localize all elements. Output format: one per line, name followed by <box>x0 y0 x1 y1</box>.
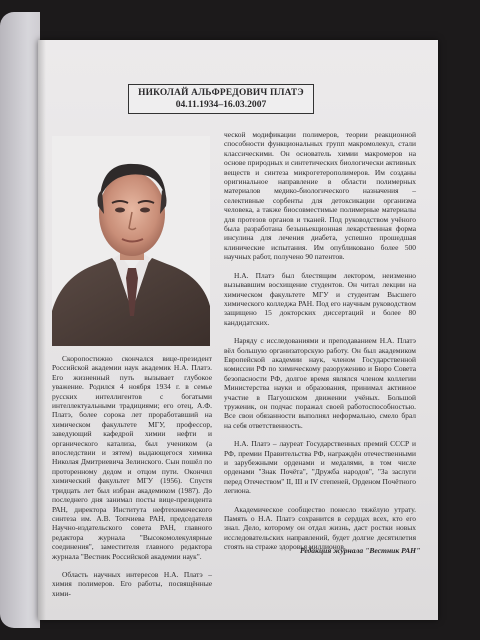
left-text-column <box>52 354 212 598</box>
life-dates: 04.11.1934–16.03.2007 <box>175 99 267 110</box>
paragraph: Н.А. Платэ – лауреат Государственных премий СССР и РФ, премии Правительства РФ, награждён отечественными и зарубежными орденами и медалями, в том числе орденами "Знак Почёта", "Дружба народов", "За заслуги перед Отечеством" II, III и IV степеней, Орденом Почётного легиона. <box>224 439 416 496</box>
paragraph: Скоропостижно скончался вице-президент Российской академии наук академик Н.А. Платэ. Его жизненный путь вызывает глубокое уважение. Родился 4 ноября 1934 г. в семье русских интеллигентов с богатыми интеллектуальными традициями; его отец, А.Ф. Платэ, более сорока лет проработавший на химическом факультете МГУ, профессор, заведующий кафедрой химии нефти и органического катализа, был учеником (а впоследствии и зятем) выдающегося химика Николая Дмитриевича Зелинского. Сын пошёл по проторенному дедом и отцом пути. Окончил химический факультет МГУ (1956). Спустя тридцать лет был избран академиком (1987). До последнего дня занимал посты вице-президента РАН, директора Института нефтехимического синтеза им. А.В. Топчиева РАН, председателя Научно-издательского совета РАН, главного редактора журнала "Высокомолекулярные соединения", заместителя главного редактора журнала "Вестник Российской академии наук". <box>52 354 212 561</box>
facing-page-edge <box>0 12 40 628</box>
paragraph: ческой модификации полимеров, теории реакционной способности функциональных групп макромолекул, стали классическими. Он основатель химии макромеров на основе природных и синтетических биологически активных веществ и синтеза микрогетерополимеров. Им созданы оригинальное направление в области полимерных материалов медико-биологического назначения – селективные сорбенты для детоксикации организма человека, а также биосовместимые полимерные материалы для протезов органов и тканей. Под руководством учёного была разработана безыньекционная лекарственная форма инсулина для лечения диабета, успешно прошедшая клинические испытания. Им опубликовано более 500 научных работ, получено 90 патентов. <box>224 130 416 262</box>
paragraph: Н.А. Платэ был блестящим лектором, неизменно вызывавшим восхищение студентов. Он читал лекции на химическом факультете МГУ и студентам Высшего химического колледжа РАН. Под его научным руководством защищено 15 докторских диссертаций и более 80 кандидатских. <box>224 270 416 327</box>
obituary-header <box>128 84 314 114</box>
portrait-icon <box>52 136 210 346</box>
right-text-column <box>224 130 416 552</box>
spine-shadow <box>38 40 46 620</box>
paragraph: Академическое сообщество понесло тяжёлую утрату. Память о Н.А. Платэ сохранится в сердцах всех, кто его знал. Дело, которому он отдал жизнь, даст ростки новых исследовательских направлений, будет долгие десятилетия стоять на страже здоровья миллионов. <box>224 504 416 552</box>
paragraph: Наряду с исследованиями и преподаванием Н.А. Платэ вёл большую организаторскую работу. Он был академиком Европейской академии наук, членом Государственной комиссии РФ по химическому разоружению и Бюро Совета безопасности РФ, долгое время являлся членом коллегии Министерства науки и образования, принимал активное участие в Пагуошском движении учёных. Большой труженик, он подчас поражал своей работоспособностью. Все свои обязанности выполнял неформально, смело брал на себя ответственность. <box>224 336 416 430</box>
portrait-photo <box>52 136 210 346</box>
editorial-signature: Редакция журнала "Вестник РАН" <box>300 546 421 555</box>
magazine-page <box>38 40 438 620</box>
paragraph: Область научных интересов Н.А. Платэ – химия полимеров. Его работы, посвящённые хими- <box>52 569 212 598</box>
person-name: НИКОЛАЙ АЛЬФРЕДОВИЧ ПЛАТЭ <box>138 88 304 98</box>
